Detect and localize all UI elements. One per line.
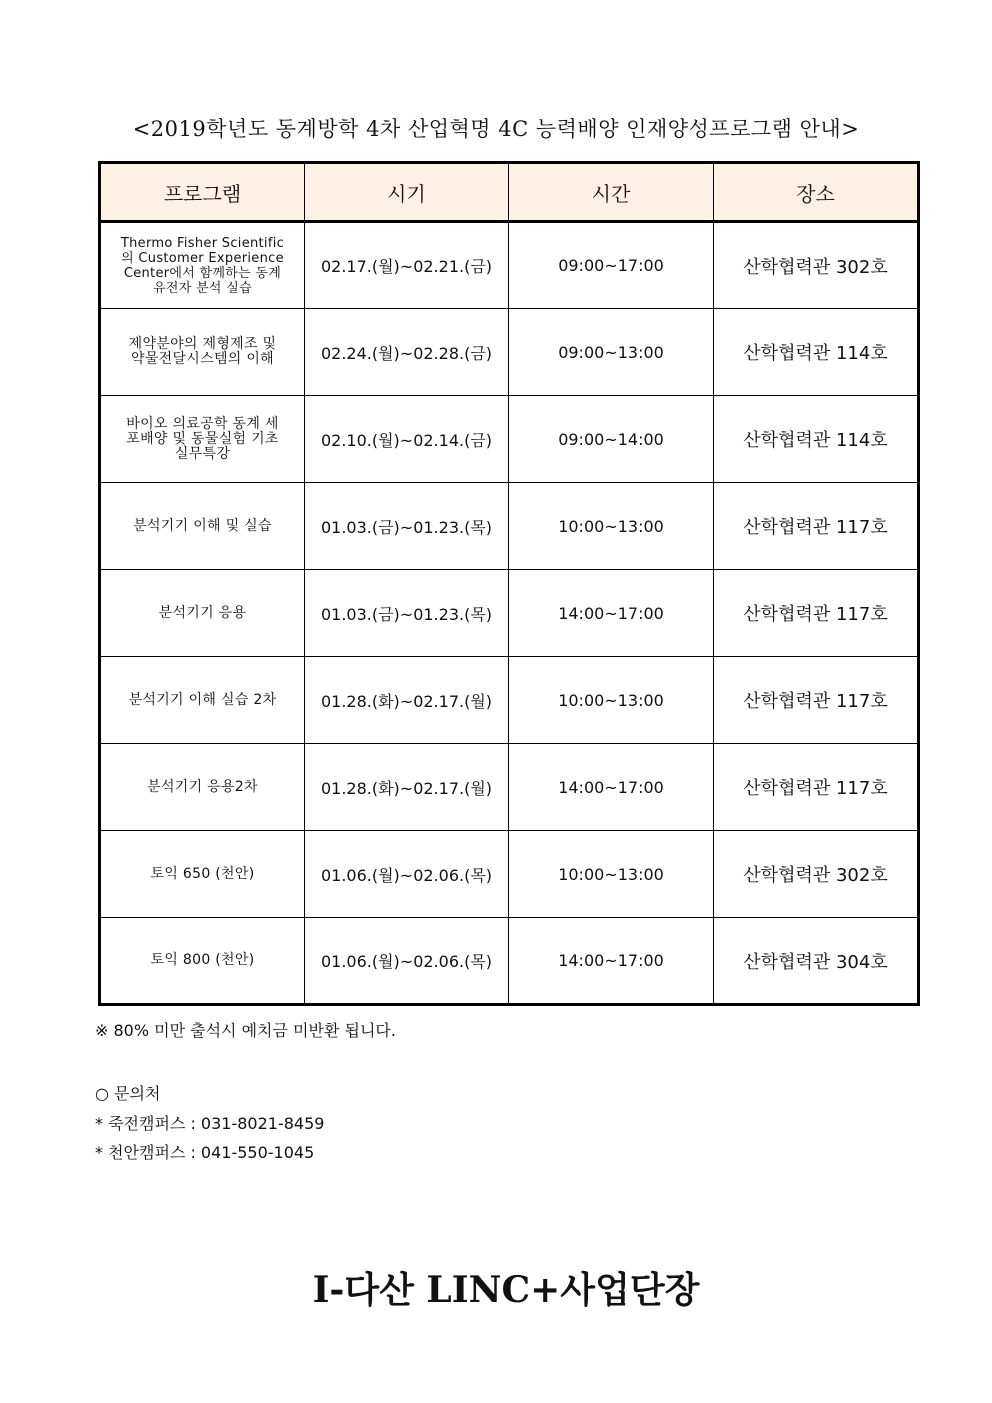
table-row: [100, 744, 919, 831]
table-row: [100, 570, 919, 657]
program-place: 산학협력관 117호: [714, 657, 919, 744]
program-name: 분석기기 이해 실습 2차: [100, 657, 305, 744]
table-row: [100, 483, 919, 570]
table-row: [100, 309, 919, 396]
program-place: 산학협력관 117호: [714, 744, 919, 831]
program-time: 09:00~17:00: [509, 222, 714, 309]
program-name: Thermo Fisher Scientific의 Customer Experience Center에서 함께하는 동계 유전자 분석 실습: [100, 222, 305, 309]
program-place: 산학협력관 302호: [714, 222, 919, 309]
program-time: 09:00~13:00: [509, 309, 714, 396]
program-place: 산학협력관 304호: [714, 918, 919, 1005]
program-period: 02.24.(월)~02.28.(금): [305, 309, 509, 396]
program-period: 02.17.(월)~02.21.(금): [305, 222, 509, 309]
table-row: [100, 222, 919, 309]
program-place: 산학협력관 117호: [714, 570, 919, 657]
program-time: 10:00~13:00: [509, 831, 714, 918]
contact-cheonan: * 천안캠퍼스 : 041-550-1045: [95, 1143, 315, 1162]
program-name: 제약분야의 제형제조 및 약물전달시스템의 이해: [100, 309, 305, 396]
program-time: 14:00~17:00: [509, 744, 714, 831]
program-name: 바이오 의료공학 동계 세포배양 및 동물실험 기초실무특강: [100, 396, 305, 483]
table-row: [100, 918, 919, 1005]
program-place: 산학협력관 114호: [714, 309, 919, 396]
program-name: 토익 800 (천안): [100, 918, 305, 1005]
contact-title: ○ 문의처: [95, 1084, 161, 1103]
contact-jukjeon: * 죽전캠퍼스 : 031-8021-8459: [95, 1114, 325, 1133]
header-period: 시기: [305, 163, 509, 222]
program-time: 14:00~17:00: [509, 918, 714, 1005]
program-time: 09:00~14:00: [509, 396, 714, 483]
header-place: 장소: [714, 163, 919, 222]
table-header-row: [100, 163, 919, 222]
table-row: [100, 657, 919, 744]
program-time: 14:00~17:00: [509, 570, 714, 657]
program-name: 토익 650 (천안): [100, 831, 305, 918]
program-schedule-table: [98, 161, 920, 1006]
program-period: 01.06.(월)~02.06.(목): [305, 918, 509, 1005]
program-period: 02.10.(월)~02.14.(금): [305, 396, 509, 483]
program-period: 01.03.(금)~01.23.(목): [305, 570, 509, 657]
program-place: 산학협력관 114호: [714, 396, 919, 483]
header-time: 시간: [509, 163, 714, 222]
program-period: 01.28.(화)~02.17.(월): [305, 657, 509, 744]
table-row: [100, 396, 919, 483]
document-title: <2019학년도 동계방학 4차 산업혁명 4C 능력배양 인재양성프로그램 안내>: [132, 117, 860, 141]
program-period: 01.03.(금)~01.23.(목): [305, 483, 509, 570]
signature: I-다산 LINC+사업단장: [312, 1269, 700, 1311]
header-program: 프로그램: [100, 163, 305, 222]
program-name: 분석기기 이해 및 실습: [100, 483, 305, 570]
program-period: 01.28.(화)~02.17.(월): [305, 744, 509, 831]
attendance-note: ※ 80% 미만 출석시 예치금 미반환 됩니다.: [95, 1021, 396, 1040]
program-name: 분석기기 응용2차: [100, 744, 305, 831]
table-row: [100, 831, 919, 918]
program-time: 10:00~13:00: [509, 657, 714, 744]
program-name: 분석기기 응용: [100, 570, 305, 657]
program-period: 01.06.(월)~02.06.(목): [305, 831, 509, 918]
program-place: 산학협력관 117호: [714, 483, 919, 570]
program-time: 10:00~13:00: [509, 483, 714, 570]
program-place: 산학협력관 302호: [714, 831, 919, 918]
